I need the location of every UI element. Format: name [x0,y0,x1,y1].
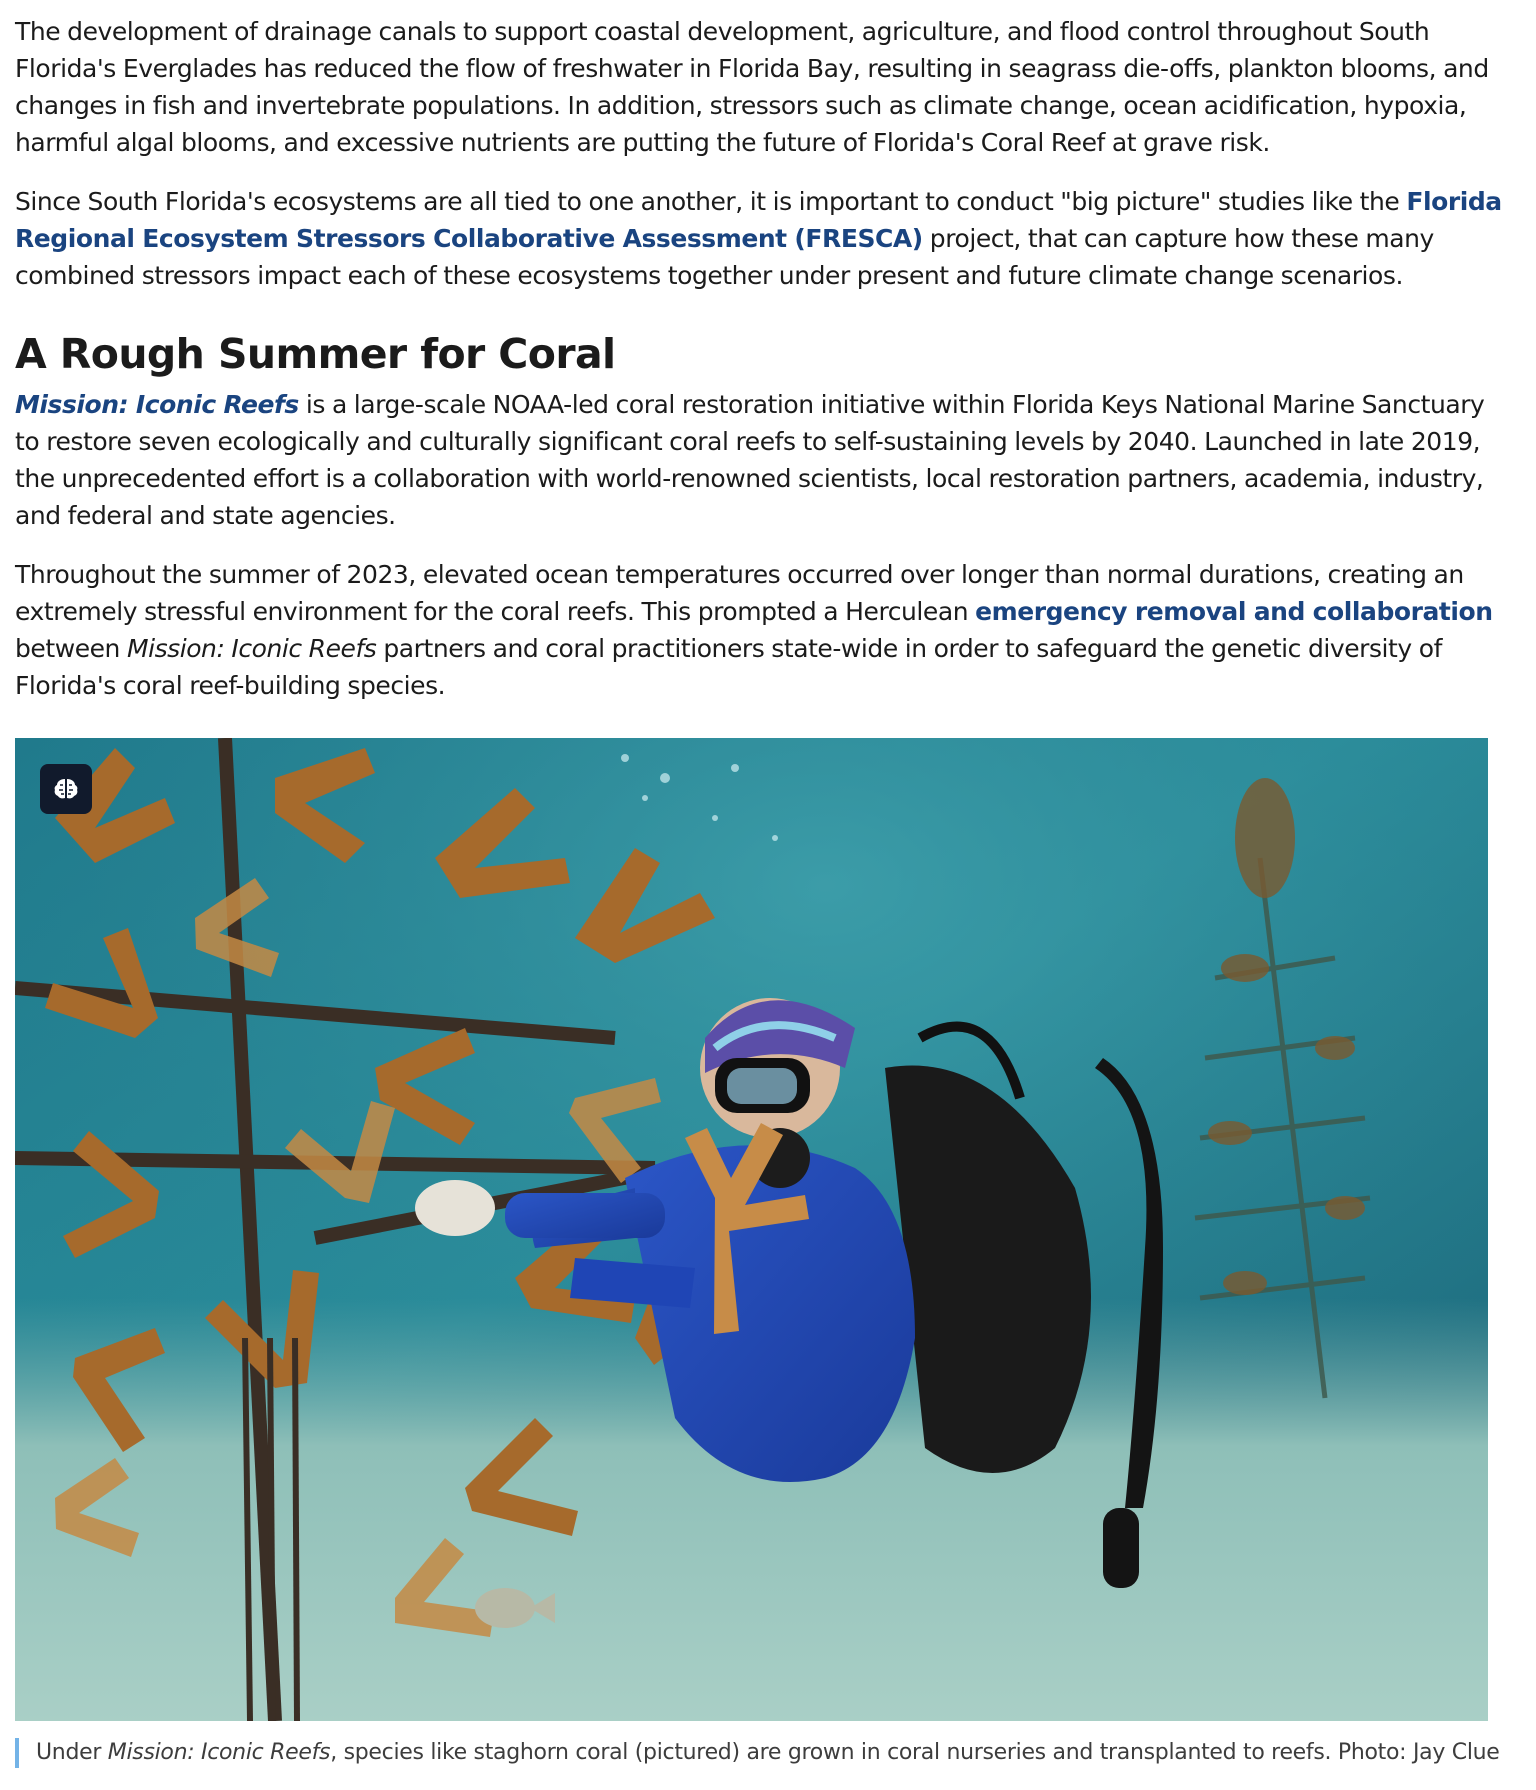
paragraph-fresca [15,183,1505,294]
fresca-link[interactable]: Florida Regional Ecosystem Stressors Collaborative Assessment (FRESCA) [15,187,1502,253]
paragraph-fresca-text-before: Since South Florida's ecosystems are all tied to one another, it is important to conduct "big picture" studies like the [15,187,1407,216]
paragraph-drainage [15,13,1505,161]
brain-icon [53,777,79,801]
paragraph-summer-emphasis: Mission: Iconic Reefs [126,634,377,663]
section-heading: A Rough Summer for Coral [15,330,616,378]
ai-badge-button[interactable] [40,764,92,814]
paragraph-summer-text-before: Throughout the summer of 2023, elevated ocean temperatures occurred over longer than normal durations, creating an extremely stressful environment for the coral reefs. This prompted a Herculean [15,560,1464,626]
caption-text-after: , species like staghorn coral (pictured) are grown in coral nurseries and transplanted to reefs. Photo: Jay Clue [330,1740,1500,1765]
paragraph-mission-text: is a large-scale NOAA-led coral restoration initiative within Florida Keys National Marine Sanctuary to restore seven ecologically and culturally significant coral reefs to self-sustaining levels by 2040. Launched in late 2019, the unprecedented effort is a collaboration with world-renowned scientists, local restoration partners, academia, industry, and federal and state agencies. [15,390,1485,530]
coral-diver-illustration [15,738,1488,1721]
paragraph-fresca-text-after: project, that can capture how these many combined stressors impact each of these ecosystems together under present and future climate change scenarios. [15,224,1434,290]
mission-iconic-reefs-link[interactable]: Mission: Iconic Reefs [15,390,299,419]
caption-text-before: Under [36,1740,108,1765]
paragraph-summer-text-after: partners and coral practitioners state-wide in order to safeguard the genetic diversity of Florida's coral reef-building species. [15,634,1442,700]
coral-diver-photo [15,738,1488,1721]
article-content [15,0,1505,1768]
paragraph-drainage-text: The development of drainage canals to support coastal development, agriculture, and flood control throughout South Florida's Everglades has reduced the flow of freshwater in Florida Bay, resulting in seagrass die-offs, plankton blooms, and changes in fish and invertebrate populations. In addition, stressors such as climate change, ocean acidification, hypoxia, harmful algal blooms, and excessive nutrients are putting the future of Florida's Coral Reef at grave risk. [15,17,1489,157]
paragraph-summer-text-mid: between [15,634,127,663]
paragraph-mission [15,386,1505,534]
paragraph-summer-2023 [15,556,1505,704]
photo-caption [15,1738,1505,1768]
emergency-removal-link[interactable]: emergency removal and collaboration [975,597,1493,626]
caption-emphasis: Mission: Iconic Reefs [107,1740,331,1765]
